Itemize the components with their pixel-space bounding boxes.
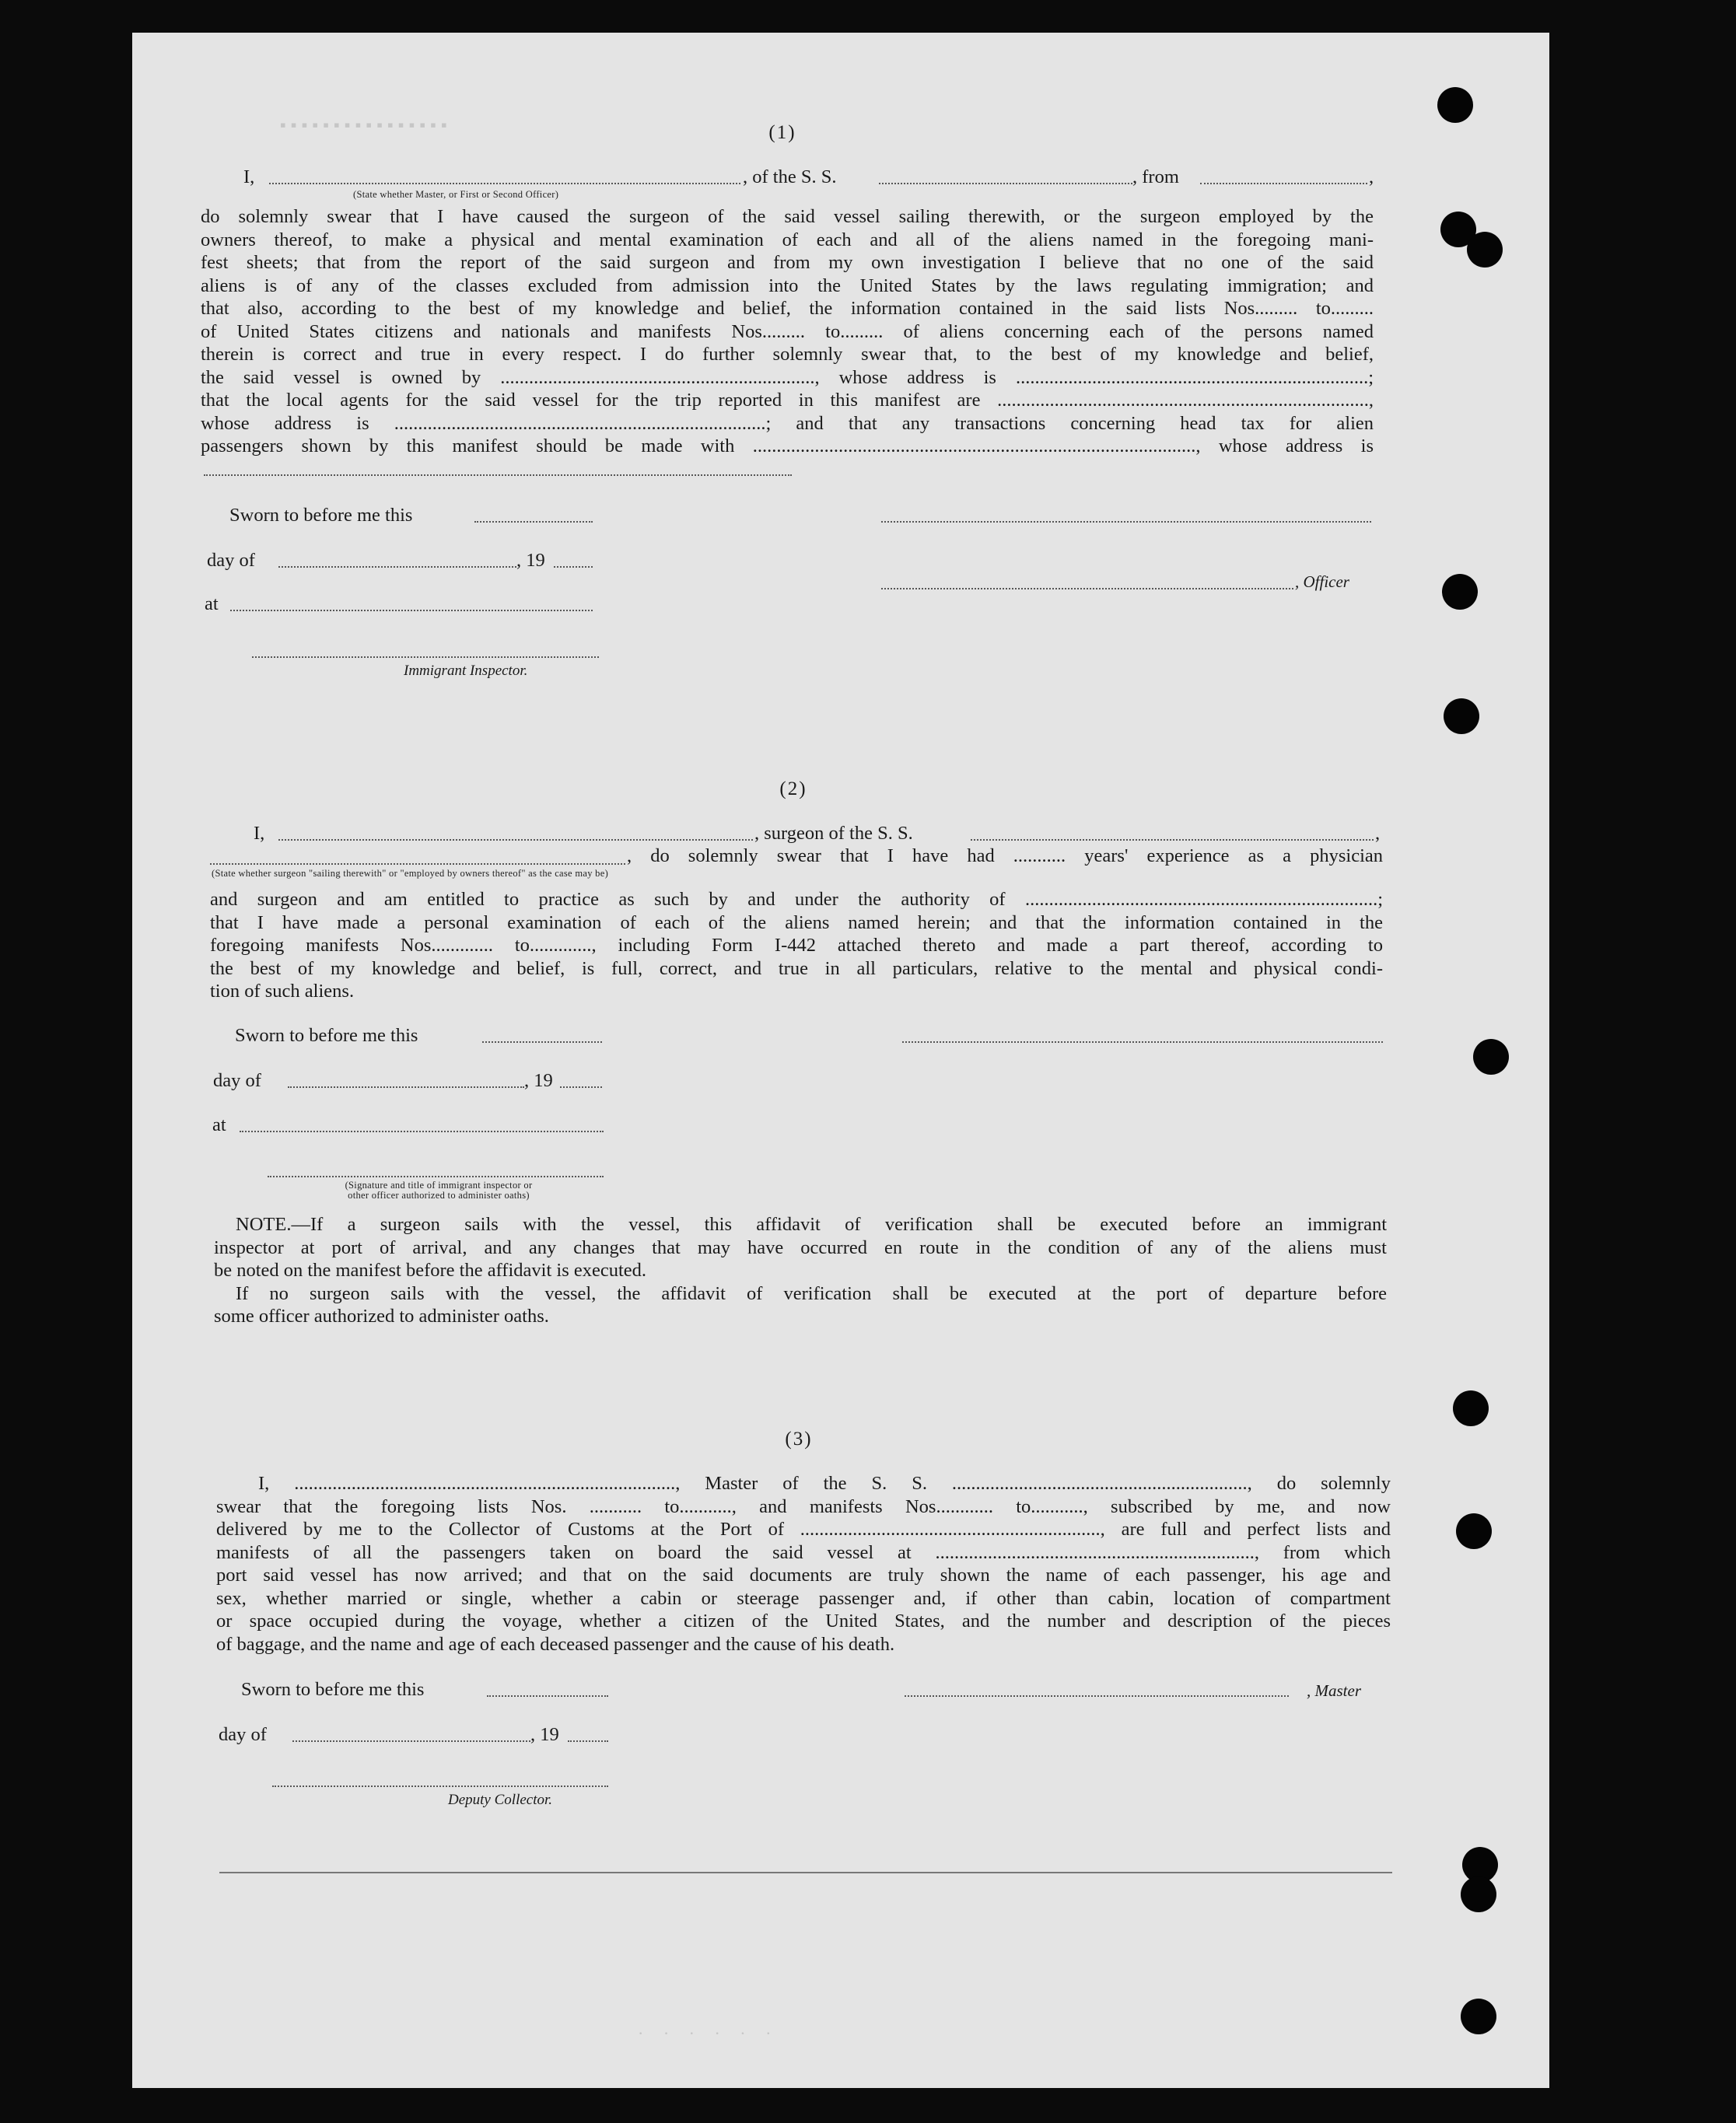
at-place-field[interactable]: [240, 1131, 604, 1132]
inspector-signature-field[interactable]: [252, 656, 599, 658]
oath-line: and surgeon and am entitled to practice as such by and under the authority of ..........................................................................;: [210, 889, 1383, 910]
punch-hole: [1442, 574, 1478, 610]
oath-line: the best of my knowledge and belief, is full, correct, and true in all particulars, relative to the mental and physical condi-: [210, 957, 1383, 979]
agent-address-field[interactable]: [204, 474, 792, 476]
at-place-field[interactable]: [230, 610, 593, 611]
bleed-through-mark: ▪▪▪▪▪▪▪▪▪▪▪▪▪▪▪▪: [280, 115, 452, 135]
section-1-oath-text: [201, 205, 1374, 458]
sworn-date-field[interactable]: [487, 1695, 608, 1697]
punch-hole: [1456, 1513, 1492, 1549]
sworn-date-field[interactable]: [482, 1041, 602, 1043]
surgeon-status-field[interactable]: [210, 863, 625, 865]
officer-title-caption: (State whether Master, or First or Second Officer): [353, 189, 559, 200]
oath-line: that the local agents for the said vessel for the trip reported in this manifest are ..............................................................................,: [201, 390, 1374, 411]
punch-hole: [1467, 232, 1503, 268]
at-label: at: [205, 593, 219, 614]
day-field[interactable]: [278, 566, 516, 568]
master-signature-field[interactable]: [905, 1695, 1289, 1697]
officer-signature-field-2[interactable]: [881, 588, 1293, 589]
surgeon-name-field[interactable]: [278, 839, 753, 841]
oath-line: manifests of all the passengers taken on board the said vessel at ..................................................................., from which: [216, 1541, 1391, 1563]
oath-line: the said vessel is owned by .................................................................., whose address is ..........................................................................;: [201, 366, 1374, 388]
surgeon-ship-field[interactable]: [971, 839, 1374, 841]
from-label: , from: [1132, 166, 1179, 187]
punch-hole: [1444, 698, 1479, 734]
oath-line: of baggage, and the name and age of each deceased passenger and the cause of his death.: [216, 1633, 895, 1655]
day-of-label: day of: [207, 550, 255, 571]
surgeon-status-caption: (State whether surgeon "sailing therewith" or "employed by owners thereof" as the case may be): [212, 868, 609, 879]
section-3-number: (3): [785, 1429, 813, 1450]
oath-line: that I have made a personal examination of each of the aliens named herein; and that the information contained in the: [210, 911, 1383, 933]
year-field[interactable]: [560, 1086, 602, 1088]
oath-line: fest sheets; that from the report of the said surgeon and from my own investigation I believe that no one of the said: [201, 252, 1374, 273]
deputy-collector-label: Deputy Collector.: [448, 1792, 553, 1808]
sworn-date-field[interactable]: [474, 521, 593, 523]
oath-line: whose address is ..............................................................................; and that any transactions concerning head tax for alien: [201, 412, 1374, 434]
punch-hole: [1461, 1876, 1496, 1912]
oath-line: sex, whether married or single, whether a cabin or steerage passenger and, if other than cabin, location of compartment: [216, 1587, 1391, 1609]
section-2-oath-text: [210, 888, 1383, 1003]
surgeon-signature-field[interactable]: [902, 1041, 1383, 1043]
surgeon-of-ss-label: , surgeon of the S. S.: [754, 823, 913, 844]
note-line: some officer authorized to administer oaths.: [214, 1306, 549, 1327]
oath-line: aliens is of any of the classes excluded from admission into the United States by the laws regulating immigration; and: [201, 275, 1374, 296]
bleed-through-mark: · · · · · ·: [638, 2023, 779, 2043]
oath-line: therein is correct and true in every respect. I do further solemnly swear that, to the best of my knowledge and belief,: [201, 344, 1374, 365]
surgeon-oath-line-2: , do solemnly swear that I have had ........... years' experience as a physician: [627, 845, 1383, 866]
section-1-number: (1): [768, 122, 796, 143]
oath-line: passengers shown by this manifest should be made with ............................................................................................., whose address is: [201, 435, 1374, 456]
oath-line: owners thereof, to make a physical and mental examination of each and all of the aliens named in the foregoing mani-: [201, 229, 1374, 250]
officer-signature-field-1[interactable]: [881, 521, 1371, 523]
section-3-oath-text: [216, 1472, 1391, 1656]
day-field[interactable]: [292, 1740, 530, 1742]
oath-line: do solemnly swear that I have caused the surgeon of the said vessel sailing therewith, or the surgeon employed by the: [201, 206, 1374, 227]
section-2-i: I,: [254, 823, 265, 844]
day-of-label: day of: [213, 1070, 261, 1091]
inspector-signature-field[interactable]: [268, 1176, 604, 1177]
bottom-divider: [219, 1872, 1392, 1873]
oath-line: port said vessel has now arrived; and that on the said documents are truly shown the name of each passenger, his age and: [216, 1565, 1391, 1586]
punch-hole: [1453, 1390, 1489, 1426]
year-label: , 19: [524, 1070, 553, 1091]
year-field[interactable]: [554, 566, 593, 568]
day-of-label: day of: [219, 1724, 267, 1745]
master-label: , Master: [1307, 1681, 1361, 1700]
year-label: , 19: [530, 1724, 559, 1745]
oath-line: that also, according to the best of my knowledge and belief, the information contained in the said lists Nos......... to.........: [201, 298, 1374, 319]
sworn-label: Sworn to before me this: [241, 1679, 425, 1700]
of-ss-label: , of the S. S.: [743, 166, 837, 187]
section-2-note: [214, 1213, 1387, 1328]
sworn-label: Sworn to before me this: [229, 505, 413, 526]
oath-line: foregoing manifests Nos............. to............., including Form I-442 attached thereto and made a part thereof, according to: [210, 935, 1383, 956]
oath-line: I, ................................................................................, Master of the S. S. .............................................................., do solemnly: [258, 1473, 1391, 1494]
officer-title-field[interactable]: [269, 183, 740, 184]
immigrant-inspector-label: Immigrant Inspector.: [404, 663, 528, 679]
oath-line: delivered by me to the Collector of Customs at the Port of ..............................................................., are full and perfect lists and: [216, 1519, 1391, 1540]
section-2-number: (2): [779, 778, 807, 799]
punch-hole: [1437, 87, 1473, 123]
at-label: at: [212, 1114, 226, 1135]
oath-line: of United States citizens and nationals and manifests Nos......... to......... of aliens concerning each of the persons named: [201, 320, 1374, 342]
note-line: inspector at port of arrival, and any changes that may have occurred en route in the condition of any of the aliens must: [214, 1236, 1387, 1258]
day-field[interactable]: [288, 1086, 524, 1088]
year-field[interactable]: [568, 1740, 608, 1742]
collector-signature-field[interactable]: [272, 1785, 608, 1787]
section-1-i: I,: [243, 166, 255, 187]
punch-hole: [1461, 1999, 1496, 2034]
line-end-comma: ,: [1369, 166, 1374, 187]
from-port-field[interactable]: [1200, 183, 1367, 184]
signature-caption-line: (Signature and title of immigrant inspector or: [345, 1180, 533, 1191]
ship-name-field[interactable]: [879, 183, 1132, 184]
sworn-label: Sworn to before me this: [235, 1025, 418, 1046]
note-line: be noted on the manifest before the affidavit is executed.: [214, 1260, 647, 1281]
oath-line: tion of such aliens.: [210, 981, 355, 1002]
oath-line: swear that the foregoing lists Nos. ........... to..........., and manifests Nos............ to..........., subscribed by me, and now: [216, 1495, 1391, 1517]
year-label: , 19: [516, 550, 545, 571]
punch-hole: [1473, 1039, 1509, 1075]
signature-caption: [275, 1180, 602, 1201]
signature-caption-line: other officer authorized to administer oaths): [348, 1190, 530, 1201]
note-line: NOTE.—If a surgeon sails with the vessel, this affidavit of verification shall be executed before an immigrant: [236, 1214, 1387, 1235]
oath-line: or space occupied during the voyage, whether a citizen of the United States, and the number and description of the pieces: [216, 1611, 1391, 1632]
officer-label: , Officer: [1295, 572, 1349, 591]
note-line: If no surgeon sails with the vessel, the affidavit of verification shall be executed at the port of departure before: [236, 1282, 1387, 1304]
line-end-comma: ,: [1375, 823, 1381, 844]
